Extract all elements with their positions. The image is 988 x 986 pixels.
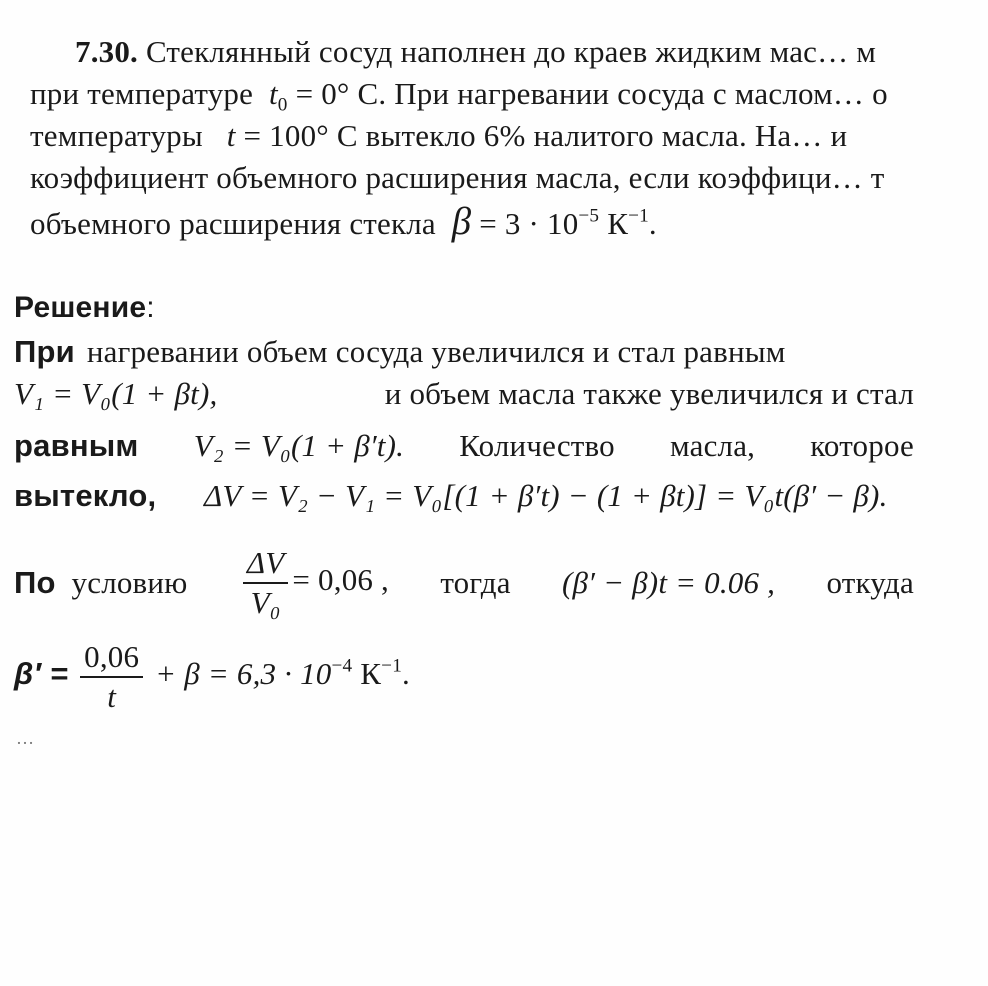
solution-text-2: и объем масла также увеличился и стал — [384, 376, 914, 411]
word-po: По — [14, 565, 56, 600]
word-kotoroe: которое — [810, 428, 914, 463]
solution-line-2 — [14, 376, 914, 412]
problem-line-1 — [75, 34, 876, 70]
problem-text-1: Стеклянный сосуд наполнен до краев жидким мас… м — [145, 34, 877, 69]
problem-text-3a: температуры — [30, 118, 203, 153]
problem-number: 7.30. — [75, 34, 138, 69]
word-kolichestvo: Количество — [459, 428, 615, 463]
unit-k: К — [607, 206, 629, 241]
value-006: = 0,06 , — [292, 562, 389, 598]
var-t: t — [226, 118, 236, 153]
word-togda: тогда — [440, 565, 511, 600]
word-ravnym: равным — [14, 428, 139, 463]
problem-line-3 — [30, 118, 847, 154]
formula-beta-prime-lhs: β′ = — [14, 656, 69, 692]
exp-minus1: −1 — [628, 205, 649, 227]
formula-v1: V₁ = V₀(1 + βt), — [14, 376, 218, 411]
solution-line-6 — [14, 640, 410, 714]
exp-minus5: −5 — [578, 205, 600, 227]
word-otkuda: откуда — [826, 565, 914, 600]
fraction-dv-v0 — [243, 546, 289, 620]
problem-text-5a: объемного расширения стекла — [30, 206, 436, 241]
sub-0: 0 — [277, 94, 288, 116]
problem-text-2a: при температуре — [30, 76, 254, 111]
frac-den-v0: V₀ — [250, 585, 281, 620]
formula-delta-v: ΔV = V₂ − V₁ = V₀[(1 + β′t) − (1 + βt)] = V₀t(β′ − β). — [203, 478, 888, 513]
period: . — [648, 206, 657, 241]
scan-dots: … — [16, 728, 34, 748]
formula-v2: V₂ = V₀(1 + β′t). — [193, 428, 405, 463]
unit-k-2: К — [360, 656, 382, 692]
period-2: . — [402, 656, 410, 692]
word-vyteklo: вытекло, — [14, 478, 157, 513]
frac-den-t: t — [107, 679, 117, 714]
exp-minus1-2: −1 — [381, 655, 403, 677]
solution-text-1: нагревании объем сосуда увеличился и стал равным — [86, 334, 786, 369]
formula-beta-prime-rhs: + β = 6,3 · 10 — [155, 656, 332, 692]
problem-text-5b: = 3 · 10 — [479, 206, 579, 241]
solution-line-4 — [14, 478, 888, 514]
problem-line-4 — [30, 160, 885, 196]
var-beta: β — [451, 200, 472, 243]
word-usloviyu: условию — [71, 565, 188, 600]
solution-line-3 — [14, 428, 914, 464]
frac-num-006: 0,06 — [80, 640, 143, 678]
problem-line-5 — [30, 200, 657, 243]
problem-line-2 — [30, 76, 888, 116]
word-masla: масла, — [670, 428, 756, 463]
problem-text-3b: = 100° С вытекло 6% налитого масла. На… и — [243, 118, 848, 153]
problem-text-2b: = 0° С. При нагревании сосуда с маслом… о — [295, 76, 888, 111]
problem-text-4: коэффициент объемного расширения масла, если коэффици… т — [30, 160, 885, 195]
var-t0: t — [268, 76, 278, 111]
solution-line-5 — [14, 546, 914, 620]
solution-line-1 — [14, 334, 914, 370]
word-pri: При — [14, 334, 75, 369]
solution-heading-text: Решение — [14, 291, 147, 324]
solution-heading — [14, 290, 155, 326]
heading-colon: : — [146, 291, 155, 324]
formula-beta-diff: (β′ − β)t = 0.06 , — [562, 565, 776, 600]
exp-minus4: −4 — [331, 655, 353, 677]
frac-num-dv: ΔV — [243, 546, 289, 584]
fraction-006-t — [80, 640, 143, 714]
